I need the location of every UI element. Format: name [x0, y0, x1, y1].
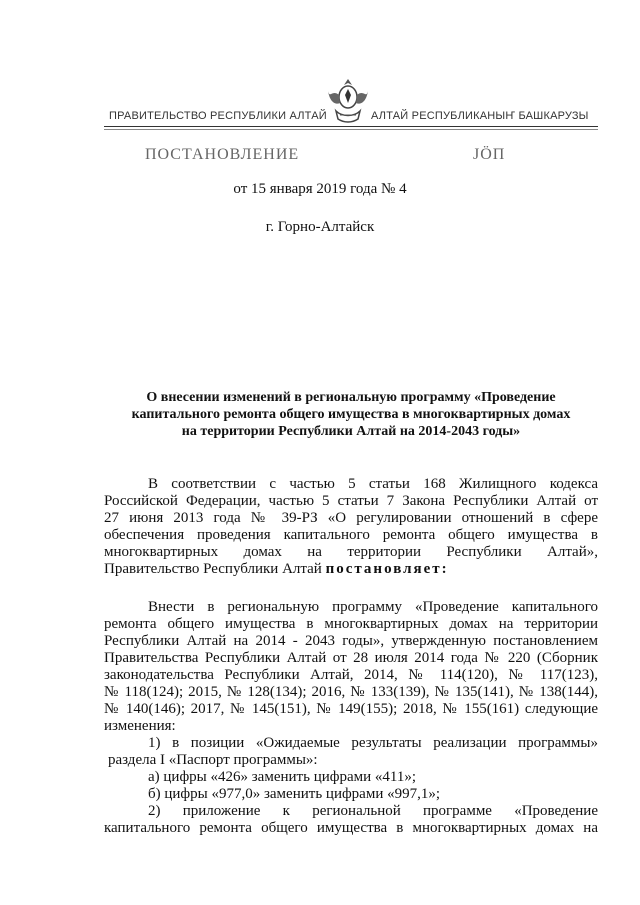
title-line: О внесении изменений в региональную программу «Проведение [146, 390, 556, 405]
preamble-last-line [104, 561, 598, 578]
item-1-line: 1) в позиции «Ожидаемые результаты реализации программы» [148, 735, 598, 751]
document-city: г. Горно-Алтайск [265, 219, 375, 235]
document-type-altai: ЈÖП [473, 146, 506, 163]
item-2-line: 2) приложение к региональной программе «Проведение [148, 803, 598, 819]
decree-word: постановляет: [325, 561, 449, 577]
preamble-line: В соответствии с частью 5 статьи 168 Жилищного кодекса [148, 476, 598, 492]
preamble-line-start: Правительство Республики Алтай [104, 561, 326, 577]
body-line: Внести в региональную программу «Проведение капитального [148, 599, 598, 615]
body-line: № 118(124); 2015, № 128(134); 2016, № 133(139), № 135(141), № 138(144), [104, 684, 598, 700]
item-1a: а) цифры «426» заменить цифрами «411»; [148, 769, 417, 785]
coat-of-arms-icon [326, 77, 370, 125]
body-line: изменения: [104, 718, 176, 734]
header-divider [104, 126, 598, 127]
item-1-line: раздела I «Паспорт программы»: [108, 752, 318, 768]
preamble-line: многоквартирных домах на территории Республики Алтай», [104, 544, 598, 560]
government-name-russian: ПРАВИТЕЛЬСТВО РЕСПУБЛИКИ АЛТАЙ [109, 110, 327, 122]
preamble-line: Российской Федерации, частью 5 статьи 7 Закона Республики Алтай от [104, 493, 598, 509]
item-1b: б) цифры «977,0» заменить цифрами «997,1»; [148, 786, 441, 802]
body-line: № 140(146); 2017, № 145(151), № 149(155); 2018, № 155(161) следующие [104, 701, 598, 717]
body-line: ремонта общего имущества в многоквартирных домах на территории [104, 616, 598, 632]
document-type-russian: ПОСТАНОВЛЕНИЕ [145, 146, 300, 163]
title-line: капитального ремонта общего имущества в многоквартирных домах [131, 407, 571, 422]
amendment-paragraph [104, 599, 598, 837]
header-divider-thin [104, 129, 598, 130]
title-line: на территории Республики Алтай на 2014-2043 годы» [181, 424, 521, 439]
body-line: законодательства Республики Алтай, 2014, № 114(120), № 117(123), [104, 667, 598, 683]
body-line: Правительства Республики Алтай от 28 июля 2014 года № 220 (Сборник [104, 650, 598, 666]
document-date-number: от 15 января 2019 года № 4 [233, 181, 407, 197]
document-title [104, 389, 598, 440]
preamble-line: 27 июня 2013 года № 39-РЗ «О регулировании отношений в сфере [104, 510, 598, 526]
preamble-paragraph [104, 476, 598, 578]
government-name-altai: АЛТАЙ РЕСПУБЛИКАНЫҤ БАШКАРУЗЫ [371, 110, 589, 122]
preamble-line: обеспечения проведения капитального ремонта общего имущества в [104, 527, 598, 543]
item-2-line: капитального ремонта общего имущества в многоквартирных домах на [104, 820, 598, 836]
body-line: Республики Алтай на 2014 - 2043 годы», утвержденную постановлением [104, 633, 598, 649]
